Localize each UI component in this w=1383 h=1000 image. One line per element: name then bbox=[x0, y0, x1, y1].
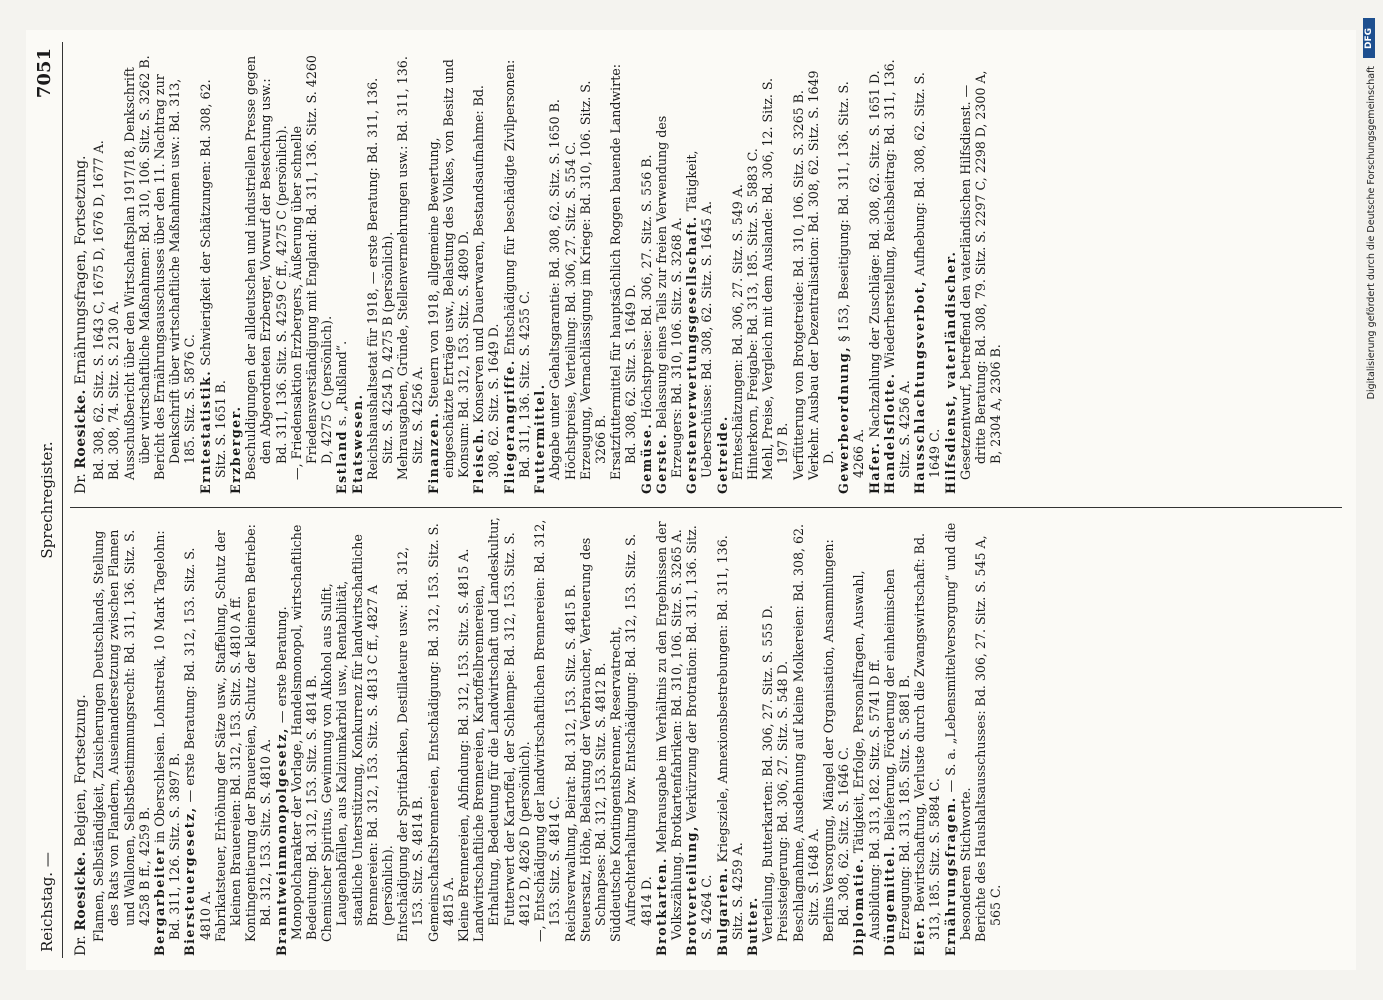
entry-text: s. „Rußland“. bbox=[334, 340, 350, 427]
entry-text: Abgabe unter Gehaltsgarantie: Bd. 308, 62. Sitz. S. 1650 B. bbox=[547, 99, 563, 480]
register-entry bbox=[395, 516, 425, 956]
header-rule bbox=[62, 42, 63, 958]
entry-text: Nachzahlung der Zuschläge: Bd. 308, 62. Sitz. S. 1651 D. bbox=[866, 70, 882, 438]
entry-text: Steuersatz, Höhe, Belastung der Verbraucher, Verteuerung des Schnapses: Bd. 312, 153. Sitz. S. 4812 B. bbox=[577, 537, 608, 942]
register-entry bbox=[198, 54, 228, 494]
entry-keyword: Biersteuergesetz, bbox=[182, 806, 198, 956]
entry-keyword: Eier. bbox=[912, 916, 928, 956]
register-entry bbox=[426, 54, 472, 494]
entry-text: Bewirtschaftung, Verluste durch die Zwangswirtschaft: Bd. 313, 185. Sitz. S. 5884 C. bbox=[912, 533, 943, 940]
entry-keyword: Ernährungsfragen. bbox=[942, 796, 958, 956]
entry-text: Berichte des Haushaltsausschusses: Bd. 306, 27. Sitz. S. 545 A, 565 C. bbox=[972, 535, 1004, 942]
register-page bbox=[26, 30, 1356, 970]
register-entry bbox=[760, 516, 775, 956]
entry-text: Flamen, Selbständigkeit, Zusicherungen Deutschlands, Stellung des Rats von Flandern, Auseinandersetzung zwischen Flamen und Wallonen, Selbstbestimmungsrecht: Bd. 311, 136. Sitz. S. 4258 B ff., 4259 B. bbox=[91, 529, 152, 942]
right-column-heading bbox=[74, 54, 89, 494]
heading-topic: Belgien, Fortsetzung. bbox=[73, 694, 89, 847]
entry-keyword: Düngemittel. bbox=[881, 845, 897, 956]
entry-text: Konserven und Dauerwaren, Bestandsaufnahme: Bd. 308, 62. Sitz. S. 1649 D. bbox=[471, 85, 502, 478]
entry-keyword: Fliegerangriffe. bbox=[501, 359, 517, 494]
entry-text: Entschädigung der Spritfabriken, Destillateure usw.: Bd. 312, 153. Sitz. S. 4814 B. bbox=[395, 547, 426, 942]
funding-notice: Digitalisierung gefördert durch die Deutsche Forschungsgemeinschaft bbox=[1366, 66, 1377, 400]
entry-text: Schwierigkeit der Schätzungen: Bd. 308, 62. Sitz. S. 1651 B. bbox=[197, 79, 228, 478]
entry-text: Aufhebung: Bd. 308, 62. Sitz. S. 1649 C. bbox=[912, 72, 943, 478]
heading-name: Roesicke. bbox=[73, 851, 89, 931]
register-entry bbox=[152, 516, 182, 956]
register-entry bbox=[882, 516, 912, 956]
register-entry bbox=[578, 516, 608, 956]
left-column bbox=[74, 516, 1003, 956]
entry-text: Tätigkeit, Erfolge, Personalfragen, Auswahl, Ausbildung: Bd. 313, 182. Sitz. S. 5741 D ff. bbox=[851, 570, 882, 940]
register-entry bbox=[350, 54, 365, 494]
register-entry bbox=[91, 54, 106, 494]
register-entry bbox=[213, 516, 243, 956]
entry-keyword: Butter. bbox=[744, 896, 760, 956]
register-entry bbox=[943, 54, 958, 494]
entry-text: § 153, Beseitigung: Bd. 311, 136. Sitz. S. 4266 A. bbox=[836, 81, 867, 478]
entry-text: Belassung eines Teils zur freien Verwendung des Erzeugers: Bd. 310, 106. Sitz. S. 3268 A. bbox=[653, 115, 684, 478]
heading-prefix: Dr. bbox=[73, 473, 89, 494]
register-entry bbox=[775, 516, 790, 956]
register-entry bbox=[334, 54, 349, 494]
entry-text: Reichshaushaltsetat für 1918, — erste Beratung: Bd. 311, 136. Sitz. S. 4254 D, 4275 B (persönlich). bbox=[364, 77, 396, 480]
entry-text: Chemischer Spiritus, Gewinnung von Alkohol aus Sulfit, Laugenabfällen, aus Kalziumkarbid usw., Rentabilität, staatliche Unterstützung, Konkurrenz für landwirtschaftliche Brennereien: Bd. 312, 153. Sitz. S. 4813 C ff., 4827 A (persönlich). bbox=[319, 534, 396, 942]
header-left: Reichstag. — bbox=[38, 852, 56, 952]
register-entry bbox=[791, 54, 806, 494]
register-entry bbox=[912, 54, 942, 494]
entry-text: Gemeinschaftsbrennereien, Entschädigung: Bd. 312, 153. Sitz. S. 4815 A. bbox=[425, 523, 456, 942]
register-entry bbox=[836, 54, 866, 494]
register-entry bbox=[639, 54, 654, 494]
entry-text: —, Friedensaktion Erzbergers, Äußerung über schnelle Friedensverständigung mit England: Bd. 311, 136. Sitz. S. 4260 D, 4275 C (persönlich). bbox=[288, 55, 335, 480]
entry-keyword: Finanzen. bbox=[425, 411, 441, 494]
entry-text: Kriegsziele, Annexionsbestrebungen: Bd. 311, 136. Sitz. S. 4259 A. bbox=[714, 535, 745, 940]
entry-text: Beschlagnahme, Ausdehnung auf kleine Molkereien: Bd. 308, 62. Sitz. S. 1648 A. bbox=[790, 523, 821, 942]
register-entry bbox=[715, 516, 745, 956]
register-entry bbox=[654, 54, 684, 494]
entry-text: Bd. 308, 62. Sitz. S. 1643 C, 1675 D, 1676 D, 1677 A. bbox=[91, 140, 107, 480]
entry-text: Verkürzung der Brotration: Bd. 311, 136. Sitz. S. 4264 C. bbox=[684, 525, 715, 940]
register-entry bbox=[182, 516, 212, 956]
entry-text: Tätigkeit, Ueberschüsse: Bd. 308, 62. Sitz. S. 1645 A. bbox=[684, 150, 715, 478]
right-entries bbox=[91, 54, 1003, 494]
register-entry bbox=[395, 54, 425, 494]
entry-text: — erste Beratung: Bd. 312, 153. Sitz. S. 4810 A. bbox=[182, 547, 213, 940]
entry-keyword: Futtermittel. bbox=[532, 383, 548, 494]
entry-text: Berlins Versorgung, Mängel der Organisation, Ansammlungen: Bd. 308, 62. Sitz. S. 1646 C. bbox=[820, 539, 852, 942]
header-center: Sprechregister. bbox=[38, 441, 56, 559]
register-entry bbox=[289, 54, 335, 494]
entry-text: Kontingentierung der Brauereien, Schutz der kleineren Betriebe: Bd. 312, 153. Sitz. S. 4810 A. bbox=[243, 524, 274, 942]
register-entry bbox=[715, 54, 730, 494]
entry-text: Mehrausgabe im Verhältnis zu den Ergebnissen der Volkszählung. Brotkartenfabriken: Bd. 310, 106. Sitz. S. 3265 A. bbox=[653, 521, 684, 940]
entry-keyword: Gemüse. bbox=[638, 422, 654, 494]
register-entry bbox=[791, 516, 821, 956]
register-entry bbox=[471, 54, 501, 494]
entry-text: Höchstpreise: Bd. 306, 27. Sitz. S. 556 B. bbox=[638, 154, 654, 419]
right-column bbox=[74, 54, 1003, 494]
entry-keyword: Etatswesen. bbox=[349, 393, 365, 494]
entry-text: Belieferung, Förderung der einheimischen Erzeugung: Bd. 313, 185. Sitz. S. 5881 B. bbox=[881, 569, 912, 940]
register-entry bbox=[973, 516, 1003, 956]
entry-text: Wiederherstellung, Reichsbeitrag: Bd. 311, 136. Sitz. S. 4256 A. bbox=[881, 59, 912, 478]
register-entry bbox=[684, 516, 714, 956]
entry-text: Mehrausgaben, Gründe, Stellenvermehrungen usw.: Bd. 311, 136. Sitz. S. 4256 A. bbox=[395, 56, 426, 480]
entry-text: Reichsverwaltung, Beirat: Bd. 312, 153. Sitz. S. 4815 B. bbox=[562, 584, 578, 942]
register-entry bbox=[152, 54, 198, 494]
register-entry bbox=[563, 54, 578, 494]
entry-keyword: Erntestatistik. bbox=[197, 369, 213, 494]
entry-text: Verkehr. Ausbau der Dezentralisation: Bd. 308, 62. Sitz. S. 1649 D. bbox=[805, 70, 836, 480]
entry-keyword: Estland bbox=[334, 430, 350, 494]
entry-keyword: Brotkarten. bbox=[653, 857, 669, 956]
entry-keyword: Branntweinmonopolgesetz, bbox=[273, 727, 289, 956]
entry-text: Verteilung, Butterkarten: Bd. 306, 27. Sitz. S. 555 D. bbox=[760, 605, 776, 942]
register-entry bbox=[684, 54, 714, 494]
entry-text: Ernteschätzungen: Bd. 306, 27. Sitz. S. 549 A. bbox=[729, 184, 745, 480]
entry-text: Ausschußbericht über den Wirtschaftsplan 1917/18, Denkschrift über wirtschaftliche Maßnahmen: Bd. 310, 106. Sitz. S. 3262 B. bbox=[121, 55, 152, 480]
entry-text: Erzeugung, Vernachlässigung im Kriege: Bd. 310, 106. Sitz. S. 3266 B. bbox=[577, 80, 608, 480]
entry-text: Mehl, Preise, Vergleich mit dem Auslande: Bd. 306, 12. Sitz. S. 197 B. bbox=[760, 77, 791, 480]
entry-keyword: Bulgarien. bbox=[714, 866, 730, 956]
register-entry bbox=[471, 516, 532, 956]
entry-text: Verfütterung von Brotgetreide: Bd. 310, 106. Sitz. S. 3265 B. bbox=[790, 90, 806, 480]
register-entry bbox=[912, 516, 942, 956]
entry-text: — erste Beratung. Monopolcharakter der Vorlage, Handelsmonopol, wirtschaftliche Bedeutung: Bd. 312, 153. Sitz. S. 4814 B. bbox=[273, 524, 320, 940]
entry-text: Preissteigerung: Bd. 306, 27. Sitz. S. 548 D. bbox=[775, 660, 791, 942]
left-column-heading bbox=[74, 516, 89, 956]
entry-text: —, Entschädigung der landwirtschaftlichen Brennereien: Bd. 312, 153. Sitz. S. 4814 C. bbox=[532, 519, 563, 942]
page-header bbox=[34, 30, 64, 970]
entry-keyword: Hafer. bbox=[866, 441, 882, 494]
register-entry bbox=[821, 516, 851, 956]
register-entry bbox=[867, 54, 882, 494]
heading-topic: Ernährungsfragen, Fortsetzung. bbox=[73, 155, 89, 385]
heading-prefix: Dr. bbox=[73, 935, 89, 956]
entry-text: Ersatzfuttermittel für hauptsächlich Roggen bauende Landwirte: Bd. 308, 62. Sitz. S. 1649 D. bbox=[608, 64, 639, 480]
left-entries bbox=[91, 516, 1003, 956]
register-entry bbox=[122, 54, 152, 494]
entry-text: Entschädigung für beschädigte Zivilpersonen: Bd. 311, 136. Sitz. S. 4255 C. bbox=[501, 59, 532, 478]
entry-keyword: Handelsflotte. bbox=[881, 372, 897, 494]
column-divider bbox=[70, 507, 1342, 508]
register-entry bbox=[943, 516, 973, 956]
entry-text: Steuern von 1918, allgemeine Bewertung, eingeschätzte Erträge usw., Belastung des Volkes, von Besitz und Konsum: Bd. 312, 153. Sitz. S. 4809 D. bbox=[425, 59, 472, 478]
entry-text: Bd. 308, 74. Sitz. S. 2130 A. bbox=[106, 300, 122, 480]
entry-text: Süddeutsche Kontingentsbrenner, Reservatrecht, Aufrechterhaltung bzw. Entschädigung: Bd. 312, 153. Sitz. S. 4814 D. bbox=[608, 533, 654, 942]
entry-text: Bericht des Ernährungsausschusses über den 11. Nachtrag zur Denkschrift über wirtschaftliche Maßnahmen usw.: Bd. 313, 185. Sitz. S. 5876 C. bbox=[152, 74, 198, 480]
entry-keyword: Brotverteilung, bbox=[684, 825, 700, 956]
register-entry bbox=[745, 516, 760, 956]
register-entry bbox=[426, 516, 456, 956]
register-entry bbox=[532, 54, 547, 494]
register-entry bbox=[456, 516, 471, 956]
entry-keyword: Bergarbeiter bbox=[152, 847, 168, 956]
register-entry bbox=[274, 516, 320, 956]
entry-text: Kleine Brennereien, Abfindung: Bd. 312, 153. Sitz. S. 4815 A. bbox=[456, 548, 472, 942]
register-entry bbox=[532, 516, 562, 956]
register-entry bbox=[106, 54, 121, 494]
heading-name: Roesicke. bbox=[73, 389, 89, 469]
register-entry bbox=[547, 54, 562, 494]
entry-keyword: Fleisch. bbox=[471, 427, 487, 494]
register-entry bbox=[91, 516, 152, 956]
dfg-logo: DFG bbox=[1363, 18, 1375, 58]
digitization-sidebar bbox=[1355, 10, 1381, 1000]
register-entry bbox=[243, 54, 289, 494]
register-entry bbox=[319, 516, 395, 956]
register-entry bbox=[578, 54, 608, 494]
register-entry bbox=[608, 54, 638, 494]
register-entry bbox=[958, 54, 1004, 494]
entry-text: in Oberschlesien. Lohnstreik, 10 Mark Tagelohn: Bd. 311, 126. Sitz. S. 3897 B. bbox=[152, 530, 183, 940]
register-entry bbox=[502, 54, 532, 494]
entry-keyword: Getreide. bbox=[714, 415, 730, 494]
entry-text: Hinterkorn, Freigabe: Bd. 313, 185. Sitz. S. 5883 C. bbox=[744, 148, 760, 480]
entry-text: Gesetzentwurf, betreffend den vaterländischen Hilfsdienst. — dritte Beratung: Bd. 308, 79. Sitz. S. 2297 C, 2298 D, 2300 A, B, 2304 A, 2306 B. bbox=[957, 70, 1004, 480]
register-entry bbox=[851, 516, 881, 956]
entry-text: Landwirtschaftliche Brennereien, Kartoffelbrennereien, Erhaltung, Bedeutung für die Landwirtschaft und Landeskultur, Futterwert der Kartoffel, der Schlempe: Bd. 312, 153. Sitz. S. 4812 D, 4826 D (persönlich). bbox=[471, 517, 532, 942]
register-entry bbox=[654, 516, 684, 956]
register-entry bbox=[882, 54, 912, 494]
register-entry bbox=[563, 516, 578, 956]
entry-keyword: Hilfsdienst, vaterländischer. bbox=[942, 250, 958, 494]
entry-keyword: Diplomatie. bbox=[851, 857, 867, 956]
register-entry bbox=[228, 54, 243, 494]
register-entry bbox=[608, 516, 654, 956]
entry-keyword: Gerste. bbox=[653, 432, 669, 494]
register-entry bbox=[243, 516, 273, 956]
register-entry bbox=[730, 54, 745, 494]
register-entry bbox=[760, 54, 790, 494]
register-entry bbox=[806, 54, 836, 494]
entry-keyword: Gerstenverwertungsgesellschaft. bbox=[684, 215, 700, 494]
register-entry bbox=[365, 54, 395, 494]
page-number: 7051 bbox=[34, 48, 55, 99]
entry-text: Fabrikatsteuer, Erhöhung der Sätze usw., Staffelung, Schutz der kleinen Brauereien: Bd. 312, 153. Sitz. S. 4810 A ff. bbox=[212, 530, 244, 942]
entry-text: Beschuldigungen der alldeutschen und industriellen Presse gegen den Abgeordneten Erzberger, Vorwurf der Bestechung usw.: Bd. 311, 136. Sitz. S. 4259 C ff., 4275 C (persönlich). bbox=[243, 55, 289, 480]
entry-keyword: Erzberger. bbox=[228, 405, 244, 494]
entry-keyword: Hausschlachtungsverbot, bbox=[912, 280, 928, 494]
entry-keyword: Gewerbeordnung, bbox=[836, 345, 852, 494]
entry-text: Höchstpreise, Verteilung: Bd. 306, 27. Sitz. S. 554 C. bbox=[562, 141, 578, 480]
register-entry bbox=[745, 54, 760, 494]
entry-text: — S. a. „Lebensmittelversorgung“ und die besonderen Stichworte. bbox=[942, 522, 973, 940]
